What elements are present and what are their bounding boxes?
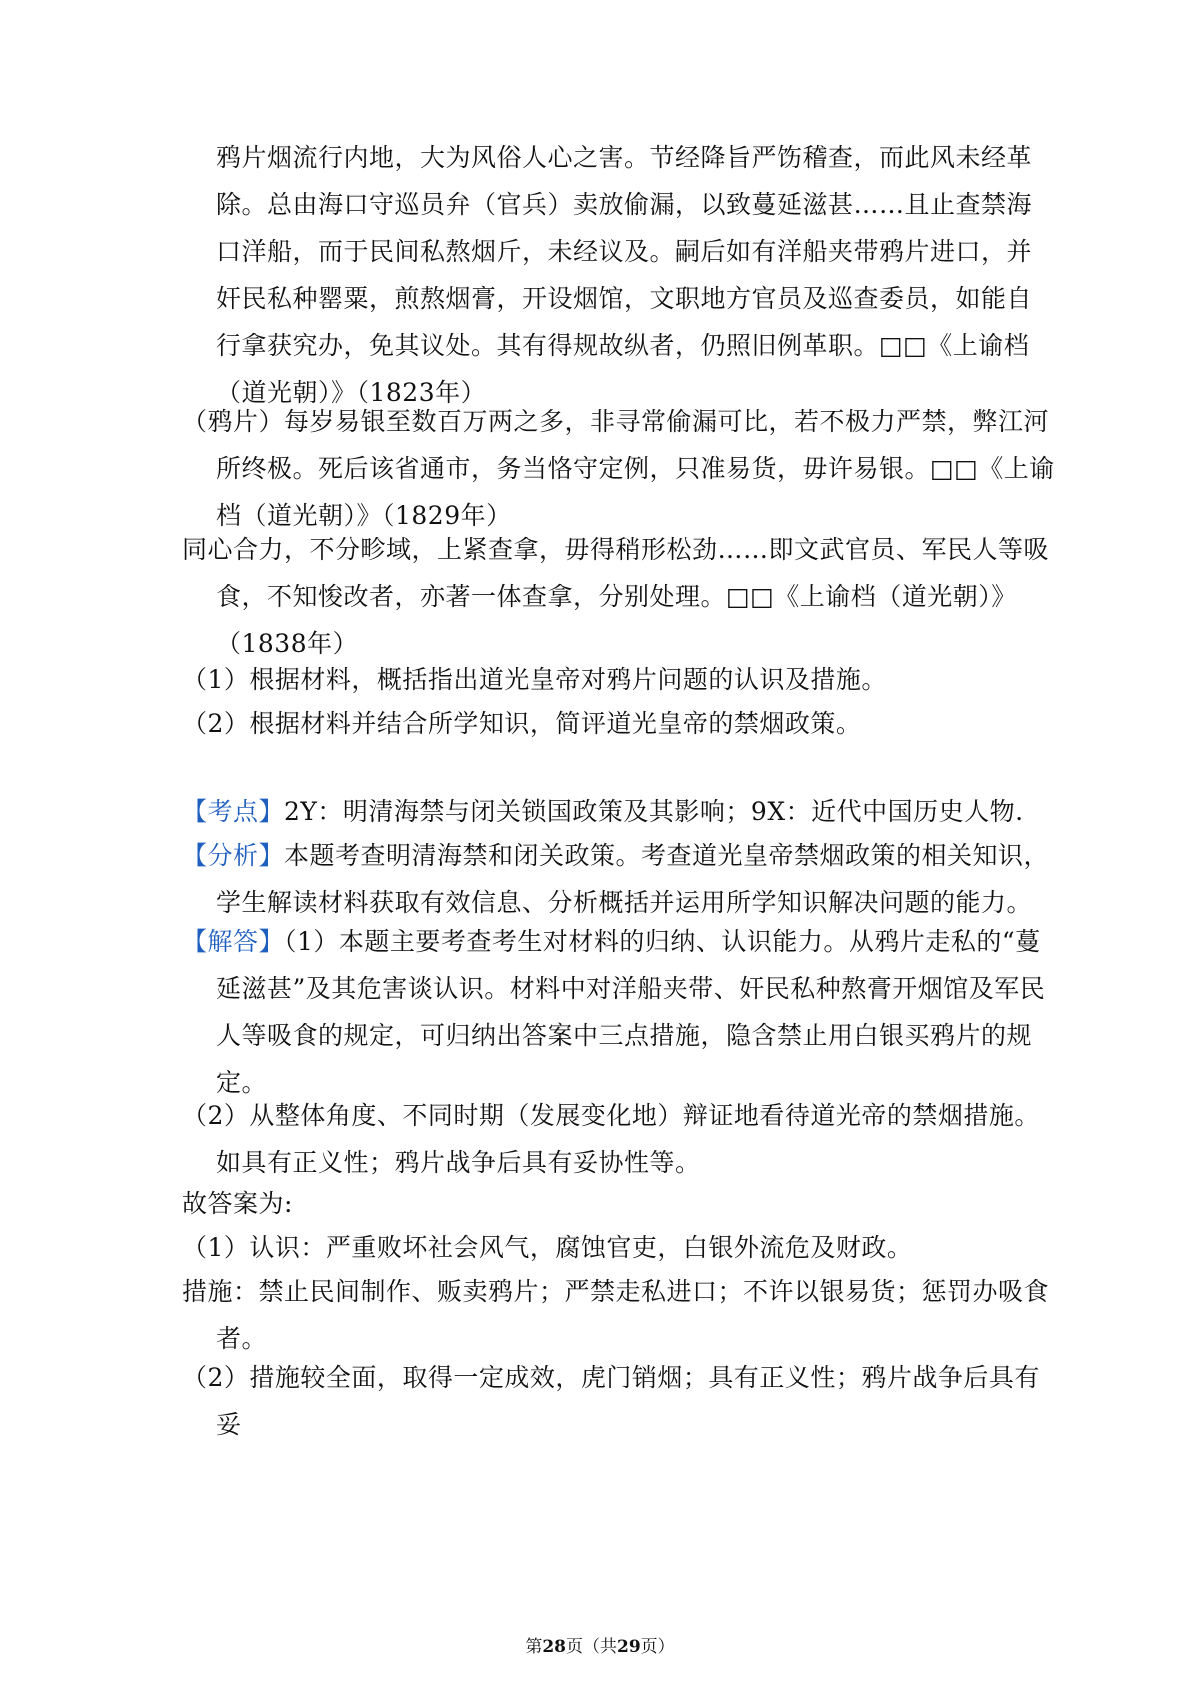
jieda-tag: 【解答】 <box>182 927 285 956</box>
question-2: （2）根据材料并结合所学知识，简评道光皇帝的禁烟政策。 <box>182 709 862 738</box>
material-paragraph-3: 同心合力，不分畛域，上紧查拿，毋得稍形松劲……即文武官员、军民人等吸食，不知悛改者，亦著一体查拿，分别处理。□□《上谕档（道光朝）》（1838年） <box>182 535 1050 658</box>
jieda-part-2: （2）从整体角度、不同时期（发展变化地）辩证地看待道光帝的禁烟措施。如具有正义性；鸦片战争后具有妥协性等。 <box>182 1101 1040 1177</box>
footer-total-pages: 29 <box>617 1637 641 1657</box>
kaodian-text: 2Y：明清海禁与闭关锁国政策及其影响；9X：近代中国历史人物. <box>284 797 1024 826</box>
fenxi-tag: 【分析】 <box>182 841 285 870</box>
answer-1: （1）认识：严重败坏社会风气，腐蚀官吏，白银外流危及财政。 <box>182 1233 913 1262</box>
kaodian-tag: 【考点】 <box>182 797 285 826</box>
footer-page-number: 28 <box>542 1637 566 1657</box>
footer-suffix: 页） <box>640 1637 675 1657</box>
question-1: （1）根据材料，概括指出道光皇帝对鸦片问题的认识及措施。 <box>182 665 887 694</box>
fenxi-paragraph <box>182 832 1056 926</box>
material-paragraph-2: （鸦片）每岁易银至数百万两之多，非寻常偷漏可比，若不极力严禁，弊江河所终极。死后该省通市，务当恪守定例，只准易货，毋许易银。□□《上谕档（道光朝）》（1829年） <box>182 407 1055 530</box>
jieda-text: （1）本题主要考查考生对材料的归纳、认识能力。从鸦片走私的“蔓延滋甚”及其危害谈认识。材料中对洋船夹带、奸民私种熬膏开烟馆及军民人等吸食的规定，可归纳出答案中三点措施，隐含禁止用白银买鸦片的规定。 <box>216 927 1046 1097</box>
fenxi-text: 本题考查明清海禁和闭关政策。考查道光皇帝禁烟政策的相关知识，学生解读材料获取有效信息、分析概括并运用所学知识解决问题的能力。 <box>216 841 1050 917</box>
footer-prefix: 第 <box>525 1637 543 1657</box>
answer-2: （2）措施较全面，取得一定成效，虎门销烟；具有正义性；鸦片战争后具有妥 <box>182 1363 1040 1439</box>
material-paragraph-1: 鸦片烟流行内地，大为风俗人心之害。节经降旨严饬稽查，而此风未经革除。总由海口守巡员弁（官兵）卖放偷漏，以致蔓延滋甚……且止查禁海口洋船，而于民间私熬烟斤，未经议及。嗣后如有洋船夹带鸦片进口，并奸民私种罂粟，煎熬烟膏，开设烟馆，文职地方官员及巡查委员，如能自行拿获究办，免其议处。其有得规故纵者，仍照旧例革职。□□《上谕档（道光朝）》（1823年） <box>216 143 1033 407</box>
answer-measures: 措施：禁止民间制作、贩卖鸦片；严禁走私进口；不许以银易货；惩罚办吸食者。 <box>182 1277 1050 1353</box>
answer-intro: 故答案为: <box>182 1189 293 1218</box>
footer-mid: 页（共 <box>566 1637 617 1657</box>
kaodian-paragraph <box>182 788 1056 835</box>
jieda-paragraph <box>182 918 1056 1106</box>
page-footer <box>0 1632 1200 1657</box>
